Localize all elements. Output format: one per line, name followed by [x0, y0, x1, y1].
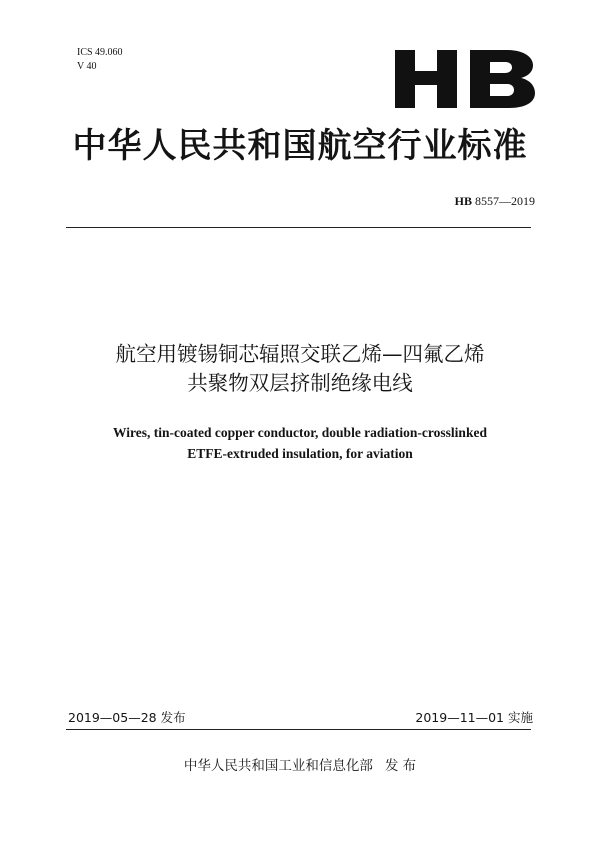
classification-codes: [77, 46, 123, 74]
publisher-line: [0, 754, 600, 774]
standard-prefix: HB: [454, 194, 472, 208]
header-divider: [66, 227, 531, 228]
standard-code: 8557—2019: [475, 194, 535, 208]
issue-date: 2019—05—28 发布: [68, 710, 186, 725]
title-cn-line-2: 共聚物双层挤制绝缘电线: [187, 371, 413, 395]
footer-divider: [66, 729, 531, 730]
title-en-line-2: ETFE-extruded insulation, for aviation: [187, 446, 413, 461]
implementation-date: 2019—11—01 实施: [415, 710, 533, 725]
document-title-en: [0, 422, 600, 464]
ccs-code: V 40: [77, 61, 97, 72]
hb-logo: [395, 50, 535, 108]
title-cn-line-1: 航空用镀锡铜芯辐照交联乙烯—四氟乙烯: [115, 342, 485, 366]
document-title-cn: [0, 340, 600, 398]
publisher-name: 中华人民共和国工业和信息化部: [183, 758, 373, 774]
publish-word: 发 布: [384, 758, 417, 774]
ics-code: ICS 49.060: [77, 47, 123, 58]
authority-title: 中华人民共和国航空行业标准: [72, 126, 528, 166]
title-en-line-1: Wires, tin-coated copper conductor, double radiation-crosslinked: [113, 425, 487, 440]
standard-number: [455, 194, 535, 209]
